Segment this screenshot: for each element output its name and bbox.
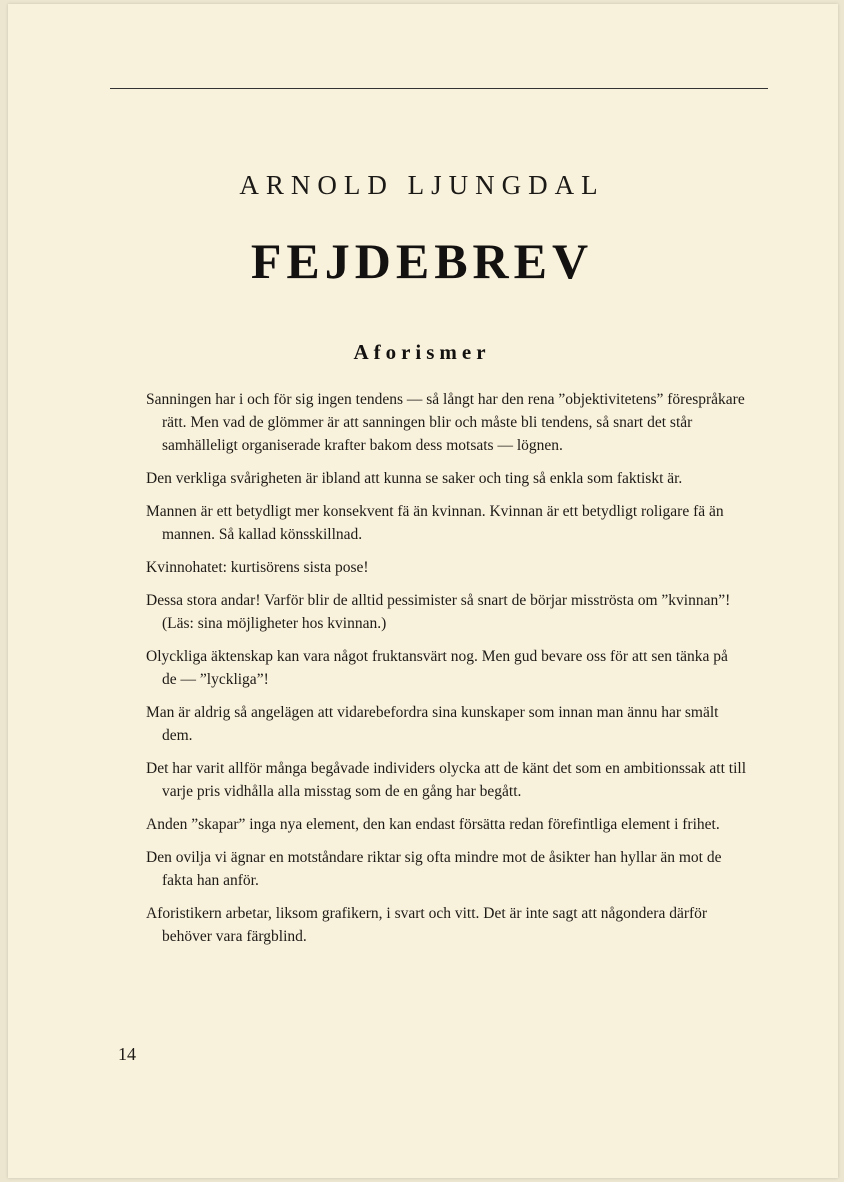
aphorism-11: Aforistikern arbetar, liksom grafikern, i svart och vitt. Det är inte sagt att någondera därför behöver vara färgblind. bbox=[146, 905, 708, 945]
header-rule bbox=[110, 88, 768, 89]
aphorism-4: Kvinnohatet: kurtisörens sista pose! bbox=[146, 559, 369, 576]
section-subtitle: Aforismer bbox=[353, 340, 491, 364]
aphorism-6: Olyckliga äktenskap kan vara något fruktansvärt nog. Men gud bevare oss för att sen tänka på de — ”lyckliga”! bbox=[146, 648, 728, 688]
page-title: FEJDEBREV bbox=[250, 233, 594, 289]
aphorism-2: Den verkliga svårigheten är ibland att kunna se saker och ting så enkla som faktiskt är. bbox=[146, 470, 683, 487]
aphorism-list bbox=[146, 388, 746, 948]
aphorism-8: Det har varit allför många begåvade individers olycka att de känt det som en ambitionssak att till varje pris vidhålla alla misstag som de en gång har begått. bbox=[146, 760, 747, 800]
aphorism-1: Sanningen har i och för sig ingen tendens — så långt har den rena ”objektivitetens” förespråkare rätt. Men vad de glömmer är att sanningen blir och måste bli tendens, så snart det står samhälleligt organiserade krafter bakom dess motsats — lögnen. bbox=[146, 391, 745, 454]
aphorism-10: Den ovilja vi ägnar en motståndare riktar sig ofta mindre mot de åsikter han hyllar än mot de fakta han anför. bbox=[146, 849, 722, 889]
aphorism-3: Mannen är ett betydligt mer konsekvent fä än kvinnan. Kvinnan är ett betydligt roligare fä än mannen. Så kallad könsskillnad. bbox=[146, 503, 724, 543]
aphorism-9: Anden ”skapar” inga nya element, den kan endast försätta redan förefintliga element i frihet. bbox=[146, 816, 720, 833]
aphorism-5: Dessa stora andar! Varför blir de alltid pessimister så snart de börjar misströsta om ”kvinnan”! (Läs: sina möjligheter hos kvinnan.) bbox=[146, 592, 731, 632]
page-number: 14 bbox=[118, 1044, 136, 1064]
aphorism-7: Man är aldrig så angelägen att vidarebefordra sina kunskaper som innan man ännu har smält dem. bbox=[146, 704, 719, 744]
author-name: ARNOLD LJUNGDAL bbox=[239, 170, 605, 200]
